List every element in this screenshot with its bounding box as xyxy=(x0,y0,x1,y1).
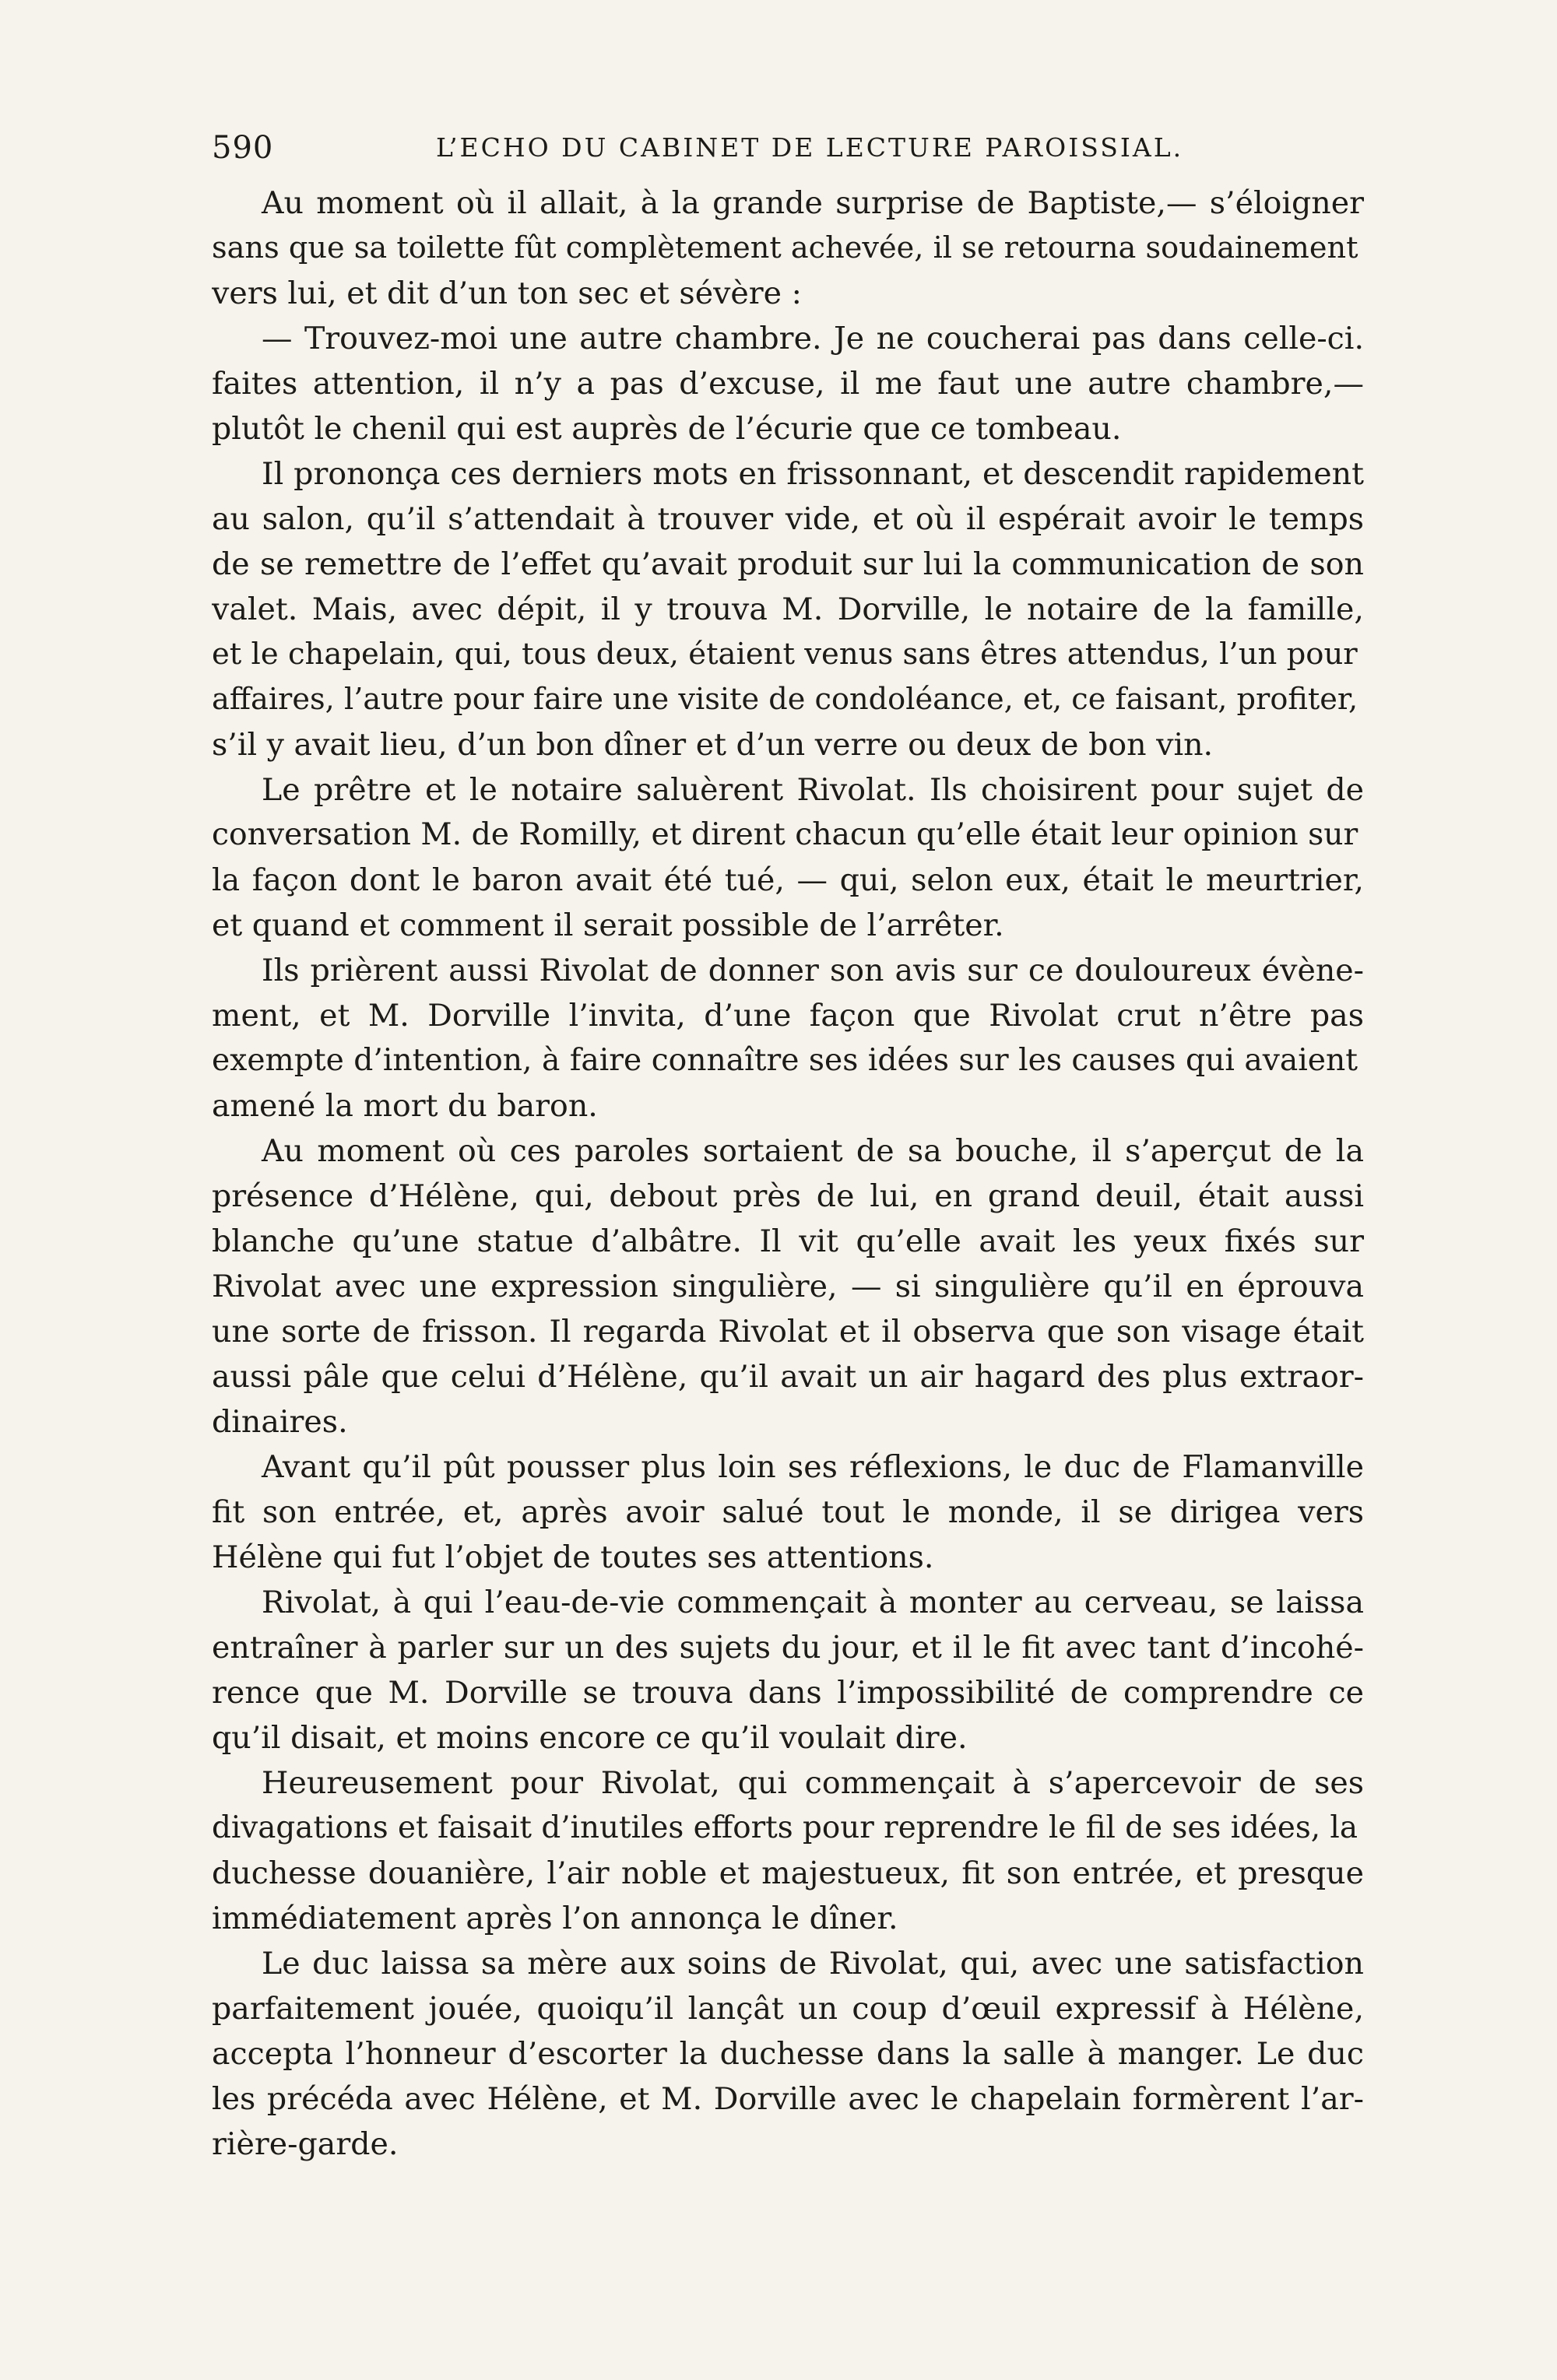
text-line: Le duc laissa sa mère aux soins de Rivolat, qui, avec une satisfaction xyxy=(262,1946,1364,1982)
text-line: valet. Mais, avec dépit, il y trouva M. Dorville, le notaire de la famille, xyxy=(212,591,1364,627)
running-title: L’ECHO DU CABINET DE LECTURE PAROISSIAL. xyxy=(436,132,1184,163)
text-line: divagations et faisait d’inutiles efforts pour reprendre le fil de ses idées, la xyxy=(212,1810,1358,1845)
text-line: amené la mort du baron. xyxy=(212,1088,598,1124)
text-line: Hélène qui fut l’objet de toutes ses attentions. xyxy=(212,1539,934,1575)
text-line: — Trouvez-moi une autre chambre. Je ne coucherai pas dans celle-ci. xyxy=(262,321,1364,356)
text-line: immédiatement après l’on annonça le dîner. xyxy=(212,1901,898,1936)
text-line: exempte d’intention, à faire connaître ses idées sur les causes qui avaient xyxy=(212,1043,1358,1078)
text-line: qu’il disait, et moins encore ce qu’il voulait dire. xyxy=(212,1720,968,1756)
text-line: Le prêtre et le notaire saluèrent Rivolat. Ils choisirent pour sujet de xyxy=(262,772,1364,808)
text-line: rière-garde. xyxy=(212,2126,399,2162)
text-line: plutôt le chenil qui est auprès de l’écurie que ce tombeau. xyxy=(212,411,1122,447)
text-line: les précéda avec Hélène, et M. Dorville avec le chapelain formèrent l’ar- xyxy=(212,2081,1364,2117)
text-line: Avant qu’il pût pousser plus loin ses réflexions, le duc de Flamanville xyxy=(262,1449,1364,1485)
text-line: duchesse douanière, l’air noble et majestueux, fit son entrée, et presque xyxy=(212,1855,1364,1891)
text-line: de se remettre de l’effet qu’avait produit sur lui la communication de son xyxy=(212,546,1364,582)
text-line: faites attention, il n’y a pas d’excuse, il me faut une autre chambre,— xyxy=(212,366,1364,402)
text-line: ment, et M. Dorville l’invita, d’une façon que Rivolat crut n’être pas xyxy=(212,998,1364,1034)
text-line: Ils prièrent aussi Rivolat de donner son avis sur ce douloureux évène- xyxy=(262,953,1364,988)
text-line: une sorte de frisson. Il regarda Rivolat et il observa que son visage était xyxy=(212,1314,1364,1350)
page-header xyxy=(212,125,1364,171)
text-line: Au moment où ces paroles sortaient de sa bouche, il s’aperçut de la xyxy=(262,1133,1364,1169)
text-line: au salon, qu’il s’attendait à trouver vide, et où il espérait avoir le temps xyxy=(212,501,1364,537)
text-line: Au moment où il allait, à la grande surprise de Baptiste,— s’éloigner xyxy=(262,185,1364,221)
text-line: dinaires. xyxy=(212,1404,348,1440)
text-line: Il prononça ces derniers mots en frissonnant, et descendit rapidement xyxy=(262,456,1364,492)
text-line: et quand et comment il serait possible de l’arrêter. xyxy=(212,907,1004,943)
text-line: Rivolat avec une expression singulière, — si singulière qu’il en éprouva xyxy=(212,1269,1364,1304)
body-text xyxy=(212,181,1364,2167)
page-number: 590 xyxy=(212,130,274,166)
text-line: fit son entrée, et, après avoir salué tout le monde, il se dirigea vers xyxy=(212,1494,1364,1530)
text-line: entraîner à parler sur un des sujets du jour, et il le fit avec tant d’incohé- xyxy=(212,1630,1364,1666)
text-line: présence d’Hélène, qui, debout près de lui, en grand deuil, était aussi xyxy=(212,1178,1364,1214)
text-line: la façon dont le baron avait été tué, — qui, selon eux, était le meurtrier, xyxy=(212,862,1364,898)
text-line: aussi pâle que celui d’Hélène, qu’il avait un air hagard des plus extraor- xyxy=(212,1359,1364,1395)
text-line: Rivolat, à qui l’eau-de-vie commençait à monter au cerveau, se laissa xyxy=(262,1585,1364,1620)
text-line: Heureusement pour Rivolat, qui commençait à s’apercevoir de ses xyxy=(262,1765,1364,1801)
text-line: rence que M. Dorville se trouva dans l’impossibilité de comprendre ce xyxy=(212,1675,1364,1711)
text-line: s’il y avait lieu, d’un bon dîner et d’un verre ou deux de bon vin. xyxy=(212,727,1214,763)
text-line: blanche qu’une statue d’albâtre. Il vit qu’elle avait les yeux fixés sur xyxy=(212,1223,1364,1259)
text-line: conversation M. de Romilly, et dirent chacun qu’elle était leur opinion sur xyxy=(212,817,1358,852)
text-line: affaires, l’autre pour faire une visite de condoléance, et, ce faisant, profiter, xyxy=(212,682,1358,717)
text-line: parfaitement jouée, quoiqu’il lançât un coup d’œuil expressif à Hélène, xyxy=(212,1991,1364,2027)
text-line: sans que sa toilette fût complètement achevée, il se retourna soudainement xyxy=(212,230,1358,265)
text-line: vers lui, et dit d’un ton sec et sévère : xyxy=(212,276,802,311)
text-line: et le chapelain, qui, tous deux, étaient venus sans êtres attendus, l’un pour xyxy=(212,637,1358,672)
text-line: accepta l’honneur d’escorter la duchesse dans la salle à manger. Le duc xyxy=(212,2036,1364,2072)
